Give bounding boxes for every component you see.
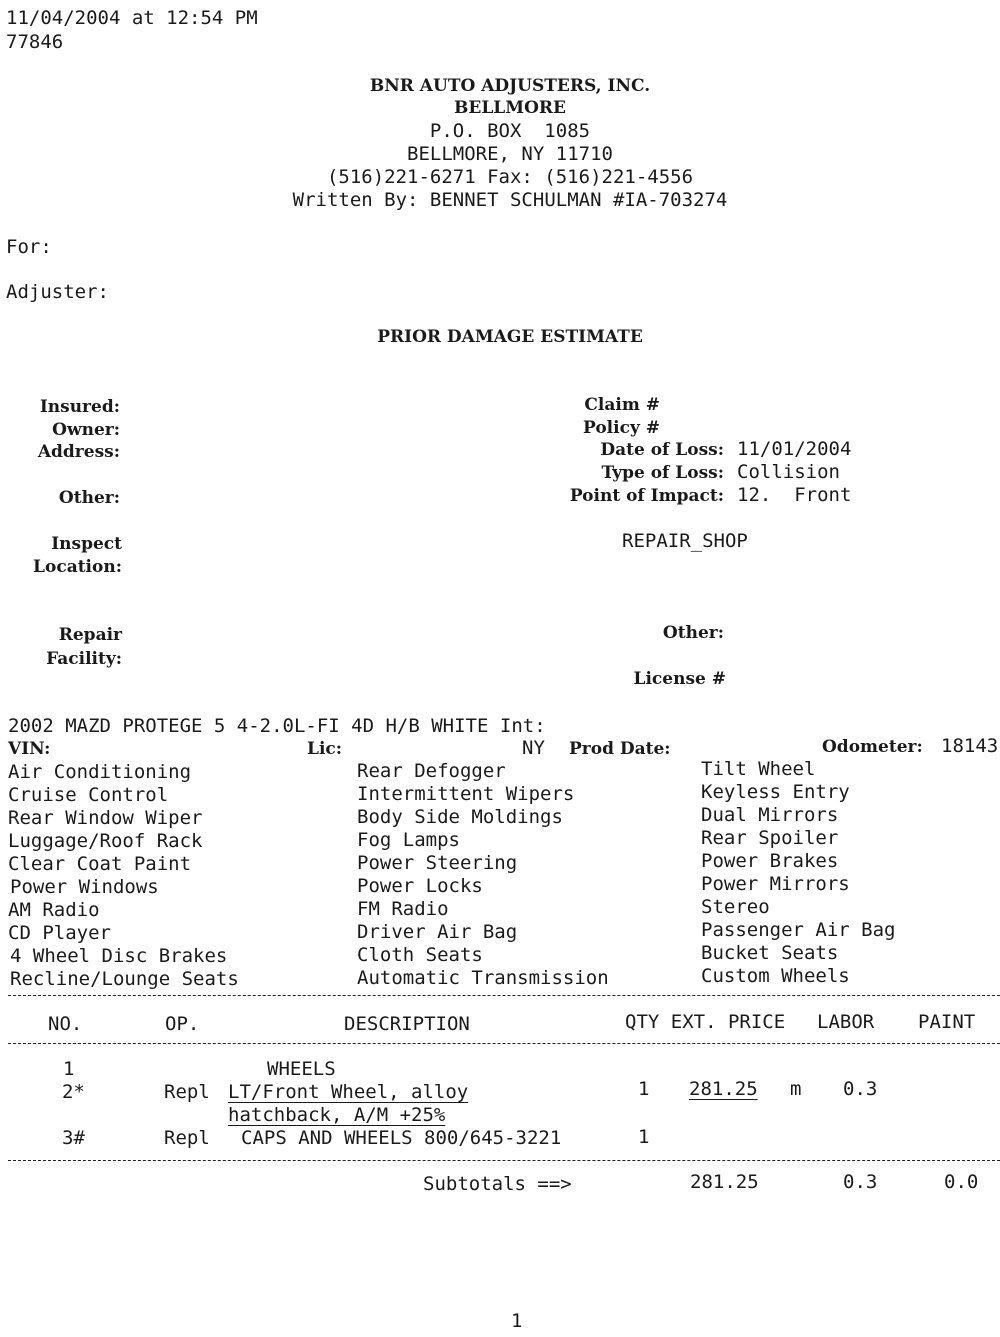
option-item: Body Side Moldings: [357, 806, 563, 828]
type-of-loss-value: Collision: [737, 461, 840, 483]
for-label: For:: [6, 236, 52, 258]
row-flag: m: [790, 1078, 802, 1100]
company-po-box: P.O. BOX 1085: [429, 120, 591, 142]
option-item: Air Conditioning: [8, 761, 192, 783]
vehicle-description: 2002 MAZD PROTEGE 5 4-2.0L-FI 4D H/B WHITE Int:: [8, 715, 546, 737]
option-item: Power Windows: [10, 876, 159, 898]
policy-number-label: Policy #: [583, 418, 660, 438]
company-phone-fax: (516)221-6271 Fax: (516)221-4556: [326, 166, 694, 188]
point-of-impact-value: 12. Front: [737, 484, 852, 506]
inspect-label: Inspect: [51, 534, 122, 554]
option-item: Power Mirrors: [701, 873, 850, 895]
option-item: Cruise Control: [8, 784, 169, 806]
row-description: WHEELS: [267, 1058, 336, 1080]
col-header-paint: PAINT: [918, 1011, 976, 1033]
company-name: BNR AUTO ADJUSTERS, INC.: [369, 76, 651, 96]
company-city: BELLMORE, NY 11710: [407, 143, 613, 165]
divider-line: [8, 1160, 1000, 1161]
option-item: Driver Air Bag: [357, 921, 518, 943]
subtotal-price: 281.25: [690, 1171, 759, 1193]
col-header-op: OP.: [165, 1013, 200, 1035]
option-item: Luggage/Roof Rack: [8, 830, 203, 852]
col-header-labor: LABOR: [817, 1011, 875, 1033]
option-item: Power Steering: [357, 852, 518, 874]
claim-number-label: Claim #: [584, 395, 660, 415]
written-by: Written By: BENNET SCHULMAN #IA-703274: [292, 189, 728, 211]
row-no: 2*: [62, 1081, 85, 1103]
point-of-impact-label: Point of Impact:: [569, 486, 724, 506]
other-right-label: Other:: [662, 623, 724, 643]
option-item: Dual Mirrors: [701, 804, 839, 826]
company-branch: BELLMORE: [454, 98, 566, 118]
option-item: Clear Coat Paint: [8, 853, 192, 875]
type-of-loss-label: Type of Loss:: [601, 463, 724, 483]
report-timestamp: 11/04/2004 at 12:54 PM: [6, 7, 258, 29]
vin-label: VIN:: [8, 739, 51, 759]
divider-line: [8, 995, 1000, 996]
option-item: CD Player: [8, 922, 111, 944]
page-title: PRIOR DAMAGE ESTIMATE: [377, 327, 643, 347]
facility-label: Facility:: [46, 649, 122, 669]
option-item: Power Locks: [357, 875, 483, 897]
option-item: Stereo: [701, 896, 770, 918]
row-description: CAPS AND WHEELS 800/645-3221: [241, 1127, 562, 1149]
odometer-label: Odometer:: [822, 737, 923, 757]
col-header-description: DESCRIPTION: [344, 1013, 470, 1035]
row-qty: 1: [638, 1126, 650, 1148]
page-number: 1: [511, 1310, 523, 1332]
lic-state: NY: [522, 737, 545, 759]
repair-label: Repair: [58, 625, 122, 645]
odometer-value: 18143: [941, 735, 999, 757]
inspect-location-value: REPAIR_SHOP: [622, 530, 748, 552]
option-item: Rear Window Wiper: [8, 807, 203, 829]
option-item: Cloth Seats: [357, 944, 483, 966]
row-qty: 1: [638, 1078, 650, 1100]
option-item: Recline/Lounge Seats: [10, 968, 239, 990]
row-price: 281.25: [689, 1078, 758, 1100]
option-item: Automatic Transmission: [357, 967, 609, 989]
address-label: Address:: [37, 442, 120, 462]
option-item: Custom Wheels: [701, 965, 850, 987]
license-number-label: License #: [633, 669, 726, 689]
insured-label: Insured:: [39, 397, 120, 417]
option-item: Fog Lamps: [357, 829, 460, 851]
option-item: Keyless Entry: [701, 781, 850, 803]
option-item: FM Radio: [357, 898, 449, 920]
other-label: Other:: [58, 488, 120, 508]
row-no: 3#: [62, 1127, 85, 1149]
row-op: Repl: [164, 1127, 210, 1149]
lic-label: Lic:: [307, 739, 343, 759]
col-header-no: NO.: [48, 1013, 83, 1035]
row-labor: 0.3: [843, 1078, 878, 1100]
row-op: Repl: [164, 1081, 210, 1103]
date-of-loss-label: Date of Loss:: [600, 440, 724, 460]
adjuster-label: Adjuster:: [6, 281, 109, 303]
option-item: 4 Wheel Disc Brakes: [10, 945, 228, 967]
document-id: 77846: [6, 31, 64, 53]
subtotal-paint: 0.0: [944, 1171, 979, 1193]
col-header-qty-ext-price: QTY EXT. PRICE: [625, 1011, 786, 1033]
option-item: Rear Defogger: [357, 760, 506, 782]
option-item: Passenger Air Bag: [701, 919, 896, 941]
row-no: 1: [63, 1058, 75, 1080]
divider-line: [8, 1043, 1000, 1044]
option-item: Power Brakes: [701, 850, 839, 872]
option-item: Tilt Wheel: [701, 758, 816, 780]
row-description: LT/Front Wheel, alloy: [228, 1081, 469, 1103]
row-description-cont: hatchback, A/M +25%: [228, 1104, 446, 1126]
owner-label: Owner:: [52, 420, 120, 440]
subtotal-labor: 0.3: [843, 1171, 878, 1193]
option-item: Intermittent Wipers: [357, 783, 575, 805]
option-item: Bucket Seats: [701, 942, 839, 964]
location-label: Location:: [33, 557, 122, 577]
prod-date-label: Prod Date:: [569, 739, 671, 759]
option-item: Rear Spoiler: [701, 827, 839, 849]
date-of-loss-value: 11/01/2004: [737, 438, 852, 460]
option-item: AM Radio: [8, 899, 100, 921]
subtotals-label: Subtotals ==>: [423, 1173, 572, 1195]
